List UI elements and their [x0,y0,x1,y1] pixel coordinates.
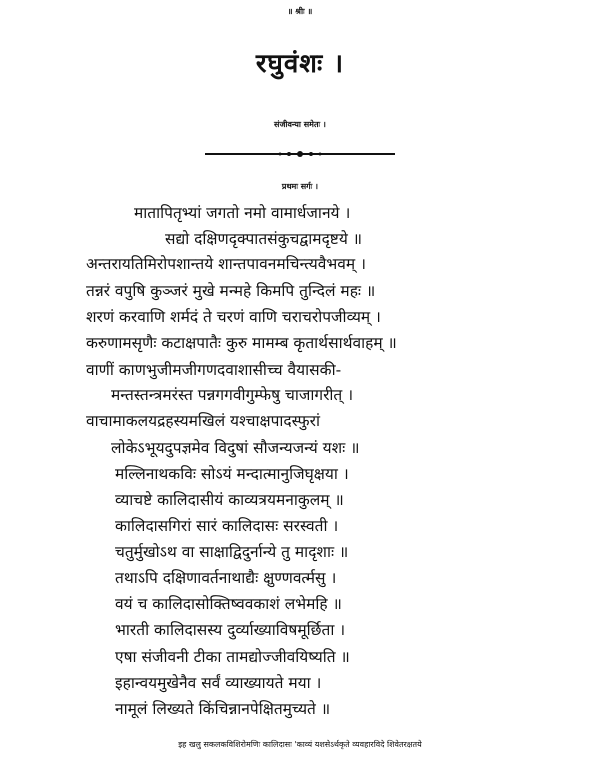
page-title: रघुवंशः । [255,49,345,79]
verse-line: तन्नरं वपुषि कुञ्जरं मुखे मन्महे किमपि तुन्दिलं महः ॥ [86,282,376,300]
invocation: ॥ श्रीः ॥ [287,7,313,16]
page-subtitle: संजीवन्या समेतः । [274,120,326,129]
verse-line: इहान्वयमुखेनैव सर्वं व्याख्यायते मया । [115,674,322,692]
verse-line: एषा संजीवनी टीका तामद्योज्जीवयिष्यति ॥ [115,648,350,666]
verse-line: करुणामसृणैः कटाक्षपातैः कुरु मामम्ब कृतार्थसार्थवाहम् ॥ [86,334,397,352]
verse-line: सद्यो दक्षिणदृक्पातसंकुचद्वामदृष्टये ॥ [165,230,363,248]
verse-line: चतुर्मुखोऽथ वा साक्षाद्विदुर्नान्ये तु मादृशाः ॥ [115,543,349,561]
canto-heading: प्रथमः सर्गः । [281,182,319,191]
verse-line: वयं च कालिदासोक्तिष्ववकाशं लभेमहि ॥ [115,595,342,613]
verse-line: व्याचष्टे कालिदासीयं काव्यत्रयमनाकुलम् ॥ [115,491,344,509]
commentary-line: इह खलु सकलकविशिरोमणिः कालिदासः 'काव्यं यशसेऽर्थकृते व्यवहारविदे शिवेतरक्षतये [178,740,422,749]
verse-line: वाचामाकलयद्रहस्यमखिलं यश्चाक्षपादस्फुरां [86,412,320,430]
ornament-divider-icon [205,148,395,160]
verse-line: मल्लिनाथकविः सोऽयं मन्दात्मानुजिघृक्षया । [115,465,349,483]
verse-line: वाणीं काणभुजीमजीगणदवाशासीच्च वैयासकी- [86,361,342,379]
verse-line: लोकेऽभूयदुपज्ञमेव विदुषां सौजन्यजन्यं यशः ॥ [111,439,360,457]
verse-line: कालिदासगिरां सारं कालिदासः सरस्वती । [115,517,339,535]
verse-line: मातापितृभ्यां जगतो नमो वामार्धजानये । [134,204,351,222]
verse-line: शरणं करवाणि शर्मदं ते चरणं वाणि चराचरोपजीव्यम् । [86,308,381,326]
verse-line: तथाऽपि दक्षिणावर्तनाथाद्यैः क्षुण्णवर्त्मसु । [115,569,337,587]
verse-line: मन्तस्तन्त्रमरंस्त पन्नगगवीगुम्फेषु चाजागरीत् । [111,386,354,404]
verse-line: भारती कालिदासस्य दुर्व्याख्याविषमूर्छिता । [115,621,346,639]
verse-line: नामूलं लिख्यते किंचिन्नानपेक्षितमुच्यते ॥ [115,700,331,718]
verse-line: अन्तरायतिमिरोपशान्तये शान्तपावनमचिन्त्यवैभवम् । [86,255,366,273]
